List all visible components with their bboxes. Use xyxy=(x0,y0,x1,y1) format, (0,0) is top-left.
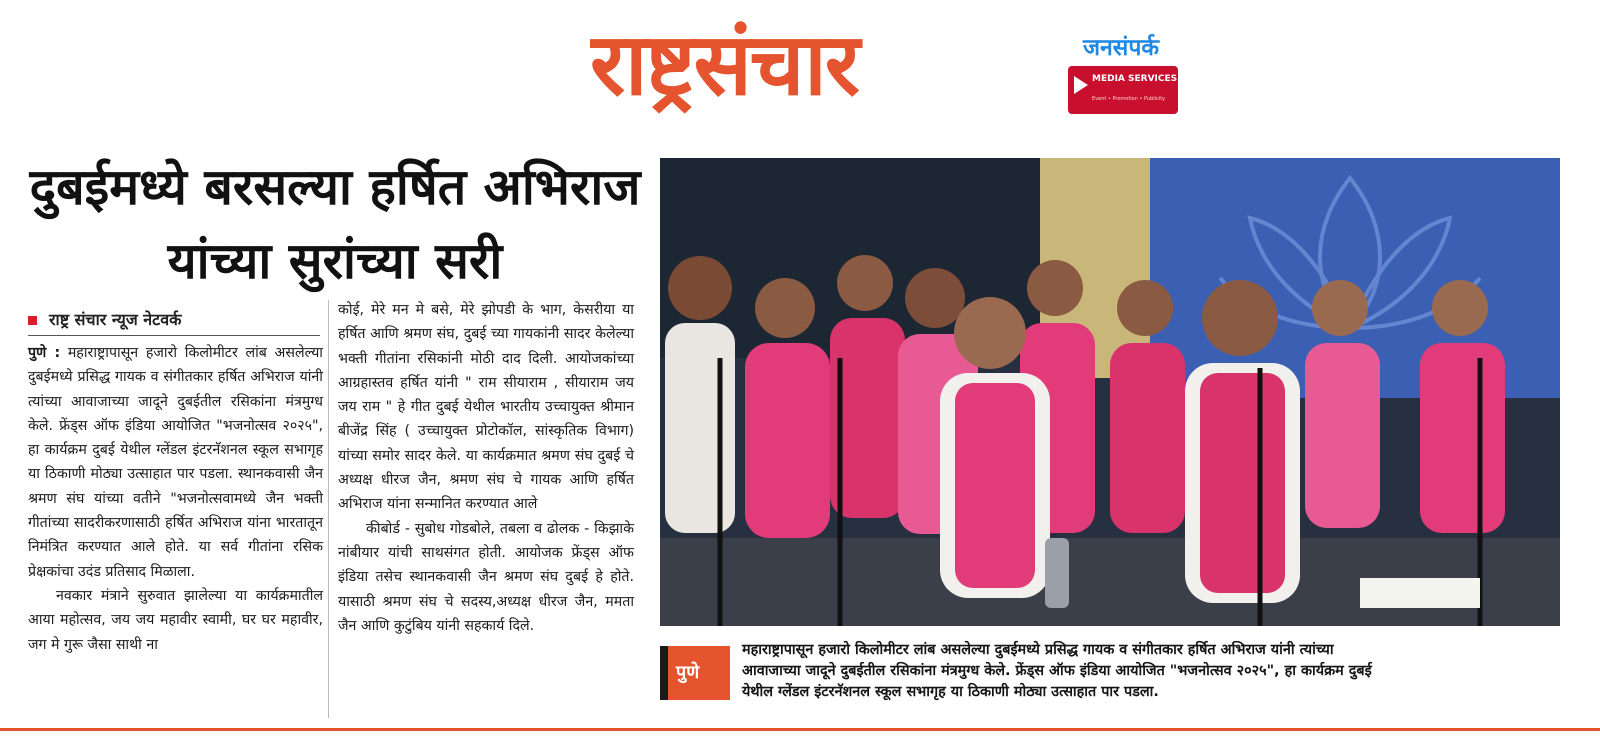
caption-line-1: महाराष्ट्रापासून हजारो किलोमीटर लांब असलेल्या दुबईमध्ये प्रसिद्ध गायक व संगीतकार हर्षित अभिराज यांनी त्यांच्या xyxy=(742,642,1334,658)
logo-tagline: Event • Promotion • Publicity xyxy=(1092,96,1166,102)
bullet-square-icon xyxy=(28,316,37,325)
media-services-logo xyxy=(1056,30,1186,114)
caption-place-tag xyxy=(660,646,730,700)
concert-photo xyxy=(660,158,1560,626)
caption-line-3: येथील ग्लेंडल इंटरनॅशनल स्कूल सभागृह या ठिकाणी मोठ्या उत्साहात पार पडला. xyxy=(742,684,1159,700)
logo-banner xyxy=(1068,66,1178,114)
headline-line-2: यांच्या सुरांच्या सरी xyxy=(167,232,503,290)
article-column-1 xyxy=(28,341,323,657)
photo-caption xyxy=(742,640,1564,703)
byline xyxy=(28,308,318,332)
article-paragraph-3: कोई, मेरे मन मे बसे, मेरे झोपडी के भाग, केसरीया या हर्षित आणि श्रमण संघ, दुबई च्या गायकांनी सादर केलेल्या भक्ती गीतांना रसिकांनी मोठी दाद दिली. आयोजकांच्या आग्रहास्तव हर्षित यांनी " राम सीयाराम , सीयाराम जय जय राम " हे गीत दुबई येथील भारतीय उच्चायुक्त श्रीमान बीजेंद्र सिंह ( उच्चायुक्त प्रोटोकॉल, सांस्कृतिक विभाग) यांच्या समोर सादर केले. या कार्यक्रमात श्रमण संघ दुबई चे अध्यक्ष धीरज जैन, श्रमण संघ चे गायक आणि हर्षित अभिराज यांना सन्मानित करण्यात आले xyxy=(338,302,634,513)
play-icon xyxy=(1074,76,1088,94)
headline-line-1: दुबईमध्ये बरसल्या हर्षित अभिराज xyxy=(29,158,641,216)
newspaper-masthead: राष्ट्रसंचार xyxy=(590,15,858,115)
paragraph-1-text: महाराष्ट्रापासून हजारो किलोमीटर लांब असलेल्या दुबईमध्ये प्रसिद्ध गायक व संगीतकार हर्षित अभिराज यांनी त्यांच्या आवाजाच्या जादूने दुबईतील रसिकांना मंत्रमुग्ध केले. फ्रेंड्स ऑफ इंडिया आयोजित "भजनोत्सव २०२५", हा कार्यक्रम दुबई येथील ग्लेंडल इंटरनॅशनल स्कूल सभागृह या ठिकाणी मोठ्या उत्साहात पार पडला. स्थानकवासी जैन श्रमण संघ यांच्या वतीने "भजनोत्सवामध्ये जैन भक्ती गीतांच्या सादरीकरणासाठी हर्षित अभिराज यांना भारतातून निमंत्रित करण्यात आले होते. या सर्व गीतांना रसिक प्रेक्षकांचा उदंड प्रतिसाद मिळाला. xyxy=(28,345,323,580)
article-paragraph-1 xyxy=(28,341,323,584)
article-paragraph-2: नवकार मंत्राने सुरुवात झालेल्या या कार्यक्रमातील आया महोत्सव, जय जय महावीर स्वामी, घर घर महावीर, जग मे गुरू जैसा साथी ना xyxy=(28,587,323,653)
article-headline xyxy=(20,150,650,298)
byline-text: राष्ट्र संचार न्यूज नेटवर्क xyxy=(49,310,182,329)
page-bottom-rule xyxy=(0,728,1600,731)
logo-name: जनसंपर्क xyxy=(1082,35,1160,61)
caption-tag-label: पुणे xyxy=(676,662,700,683)
caption-line-2: आवाजाच्या जादूने दुबईतील रसिकांना मंत्रमुग्ध केले. फ्रेंड्स ऑफ इंडिया आयोजित "भजनोत्सव २०२५", हा कार्यक्रम दुबई xyxy=(742,663,1372,679)
dateline: पुणे : xyxy=(28,345,61,361)
byline-divider xyxy=(28,335,320,336)
logo-subtitle: MEDIA SERVICES xyxy=(1092,74,1178,84)
article-paragraph-4: कीबोर्ड - सुबोध गोडबोले, तबला व ढोलक - किझाके नांबीयार यांची साथसंगत होती. आयोजक फ्रेंड्स ऑफ इंडिया तसेच स्थानकवासी जैन श्रमण संघ दुबई हे होते. यासाठी श्रमण संघ चे सदस्य,अध्यक्ष धीरज जैन, ममता जैन आणि कुटुंबिय यांनी सहकार्य दिले. xyxy=(338,520,634,634)
column-divider xyxy=(328,300,329,718)
caption-tag-notch xyxy=(660,646,668,700)
article-column-2 xyxy=(338,298,634,638)
